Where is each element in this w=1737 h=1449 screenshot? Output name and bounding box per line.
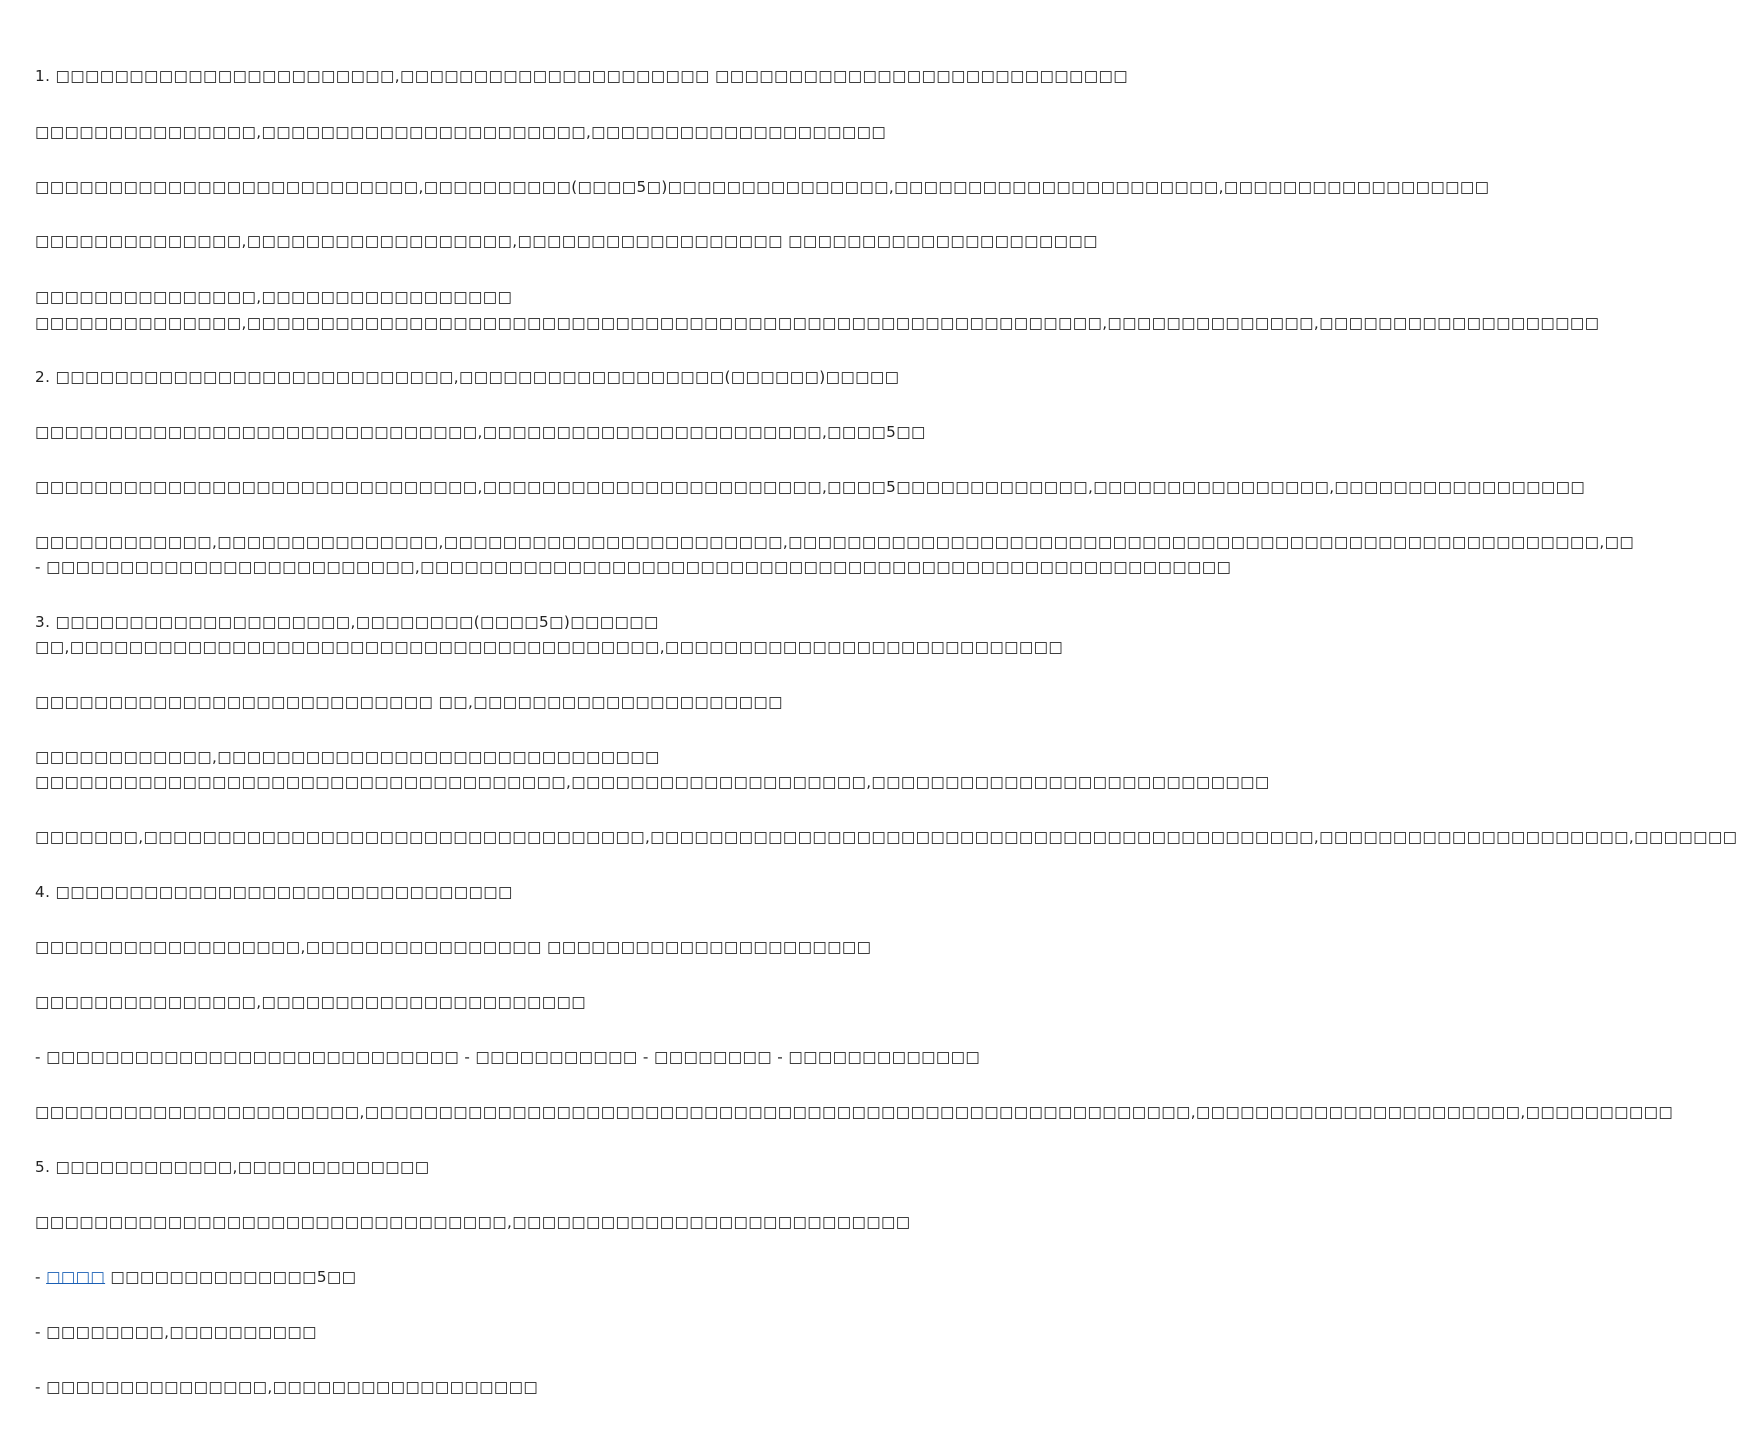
list-item	[35, 1267, 990, 1287]
paragraph-line: □□□□□□□□□□□□,□□□□□□□□□□□□□□□□□□□□□□□□□□□□□□	[35, 748, 660, 766]
paragraph-line: □□,□□□□□□□□□□□□□□□□□□□□□□□□□□□□□□□□□□□□□□□□,□□□□□□□□□□□□□□□□□□□□□□□□□□□	[35, 638, 1064, 656]
document-page	[35, 0, 1737, 1449]
paragraph-line: □□□□□□□□□□□□□□,□□□□□□□□□□□□□□□□□□,□□□□□□□□□□□□□□□□□□ □□□□□□□□□□□□□□□□□□□□□	[35, 232, 1098, 250]
paragraph-line: □□□□□□□□□□□□□□□□□□□□□□□□□□□□□□□□□□□□,□□□□□□□□□□□□□□□□□□□□,□□□□□□□□□□□□□□□□□□□□□□□□□□□	[35, 773, 1270, 791]
list-item: - □□□□□□□□□□□□□□□,□□□□□□□□□□□□□□□□□□	[35, 1378, 539, 1396]
paragraph-line: □□□□□□□□□□□□□□□□□□□□□□□□□□,□□□□□□□□□□(□□□□5□)□□□□□□□□□□□□□□□,□□□□□□□□□□□□□□□□□□□□□□,□□□□□□□□□□□□□□□□□□	[35, 178, 1490, 196]
paragraph-1-heading: 1. □□□□□□□□□□□□□□□□□□□□□□□,□□□□□□□□□□□□□□□□□□□□□ □□□□□□□□□□□□□□□□□□□□□□□□□□□□	[35, 67, 1128, 85]
paragraph-line: - □□□□□□□□□□□□□□□□□□□□□□□□□,□□□□□□□□□□□□□□□□□□□□□□□□□□□□□□□□□□□□□□□□□□□□□□□□□□□□□□□	[35, 558, 1232, 576]
paragraph-4-heading: 4. □□□□□□□□□□□□□□□□□□□□□□□□□□□□□□□	[35, 883, 513, 901]
paragraph-line: □□□□□□□□□□□□□□□□□□□□□□,□□□□□□□□□□□□□□□□□□□□□□□□□□□□□□□□□□□□□□□□□□□□□□□□□□□□□□□□,□□□□□□□□□□□□□□□□□□□□□□,□□□□□□□□□□	[35, 1103, 1674, 1121]
paragraph-line: □□□□□□□□□□□□,□□□□□□□□□□□□□□□,□□□□□□□□□□□□□□□□□□□□□□□,□□□□□□□□□□□□□□□□□□□□□□□□□□□□□□□□□□□□□□□□□□□□□□□□□□□□□□□,□□	[35, 533, 1635, 551]
paragraph-line: □□□□□□□□□□□□□□□,□□□□□□□□□□□□□□□□□□□□□□	[35, 993, 586, 1011]
paragraph-line: □□□□□□□□□□□□□□□□□□,□□□□□□□□□□□□□□□□ □□□□□□□□□□□□□□□□□□□□□□	[35, 938, 872, 956]
paragraph-line: - □□□□□□□□□□□□□□□□□□□□□□□□□□□□ - □□□□□□□□□□□ - □□□□□□□□ - □□□□□□□□□□□□□	[35, 1048, 981, 1066]
paragraph-2-heading: 2. □□□□□□□□□□□□□□□□□□□□□□□□□□□,□□□□□□□□□□□□□□□□□□(□□□□□□)□□□□□	[35, 368, 900, 386]
paragraph-line: □□□□□□□□□□□□□□□,□□□□□□□□□□□□□□□□□	[35, 288, 513, 306]
paragraph-line: □□□□□□□□□□□□□□□□□□□□□□□□□□□ □□,□□□□□□□□□□□□□□□□□□□□□	[35, 693, 783, 711]
paragraph-line: □□□□□□□□□□□□□□□□□□□□□□□□□□□□□□,□□□□□□□□□□□□□□□□□□□□□□□,□□□□5□□	[35, 423, 926, 441]
paragraph-3-heading: 3. □□□□□□□□□□□□□□□□□□□□,□□□□□□□□(□□□□5□)□□□□□□	[35, 613, 659, 631]
paragraph-line: □□□□□□□□□□□□□□□,□□□□□□□□□□□□□□□□□□□□□□,□□□□□□□□□□□□□□□□□□□□	[35, 123, 887, 141]
paragraph-line: □□□□□□□□□□□□□□□□□□□□□□□□□□□□□□□□,□□□□□□□□□□□□□□□□□□□□□□□□□□□	[35, 1213, 911, 1231]
paragraph-line: □□□□□□□□□□□□□□,□□□□□□□□□□□□□□□□□□□□□□□□□□□□□□□□□□□□□□□□□□□□□□□□□□□□□□□□□□,□□□□□□□□□□□□□□,□□□□□□□□□□□□□□□□□□□	[35, 314, 1600, 332]
list-bullet: -	[35, 1268, 47, 1286]
list-item-text: □□□□□□□□□□□□□□5□□	[105, 1268, 357, 1286]
inline-link[interactable]: □□□□	[46, 1268, 106, 1286]
paragraph-5-heading: 5. □□□□□□□□□□□□,□□□□□□□□□□□□□	[35, 1158, 430, 1176]
paragraph-line: □□□□□□□,□□□□□□□□□□□□□□□□□□□□□□□□□□□□□□□□□□,□□□□□□□□□□□□□□□□□□□□□□□□□□□□□□□□□□□□□□□□□□□□□,□□□□□□□□□□□□□□□□□□□□□,□□□□□□□	[35, 828, 1737, 846]
list-item: - □□□□□□□□,□□□□□□□□□□	[35, 1323, 317, 1341]
paragraph-line: □□□□□□□□□□□□□□□□□□□□□□□□□□□□□□,□□□□□□□□□□□□□□□□□□□□□□□,□□□□5□□□□□□□□□□□□□,□□□□□□□□□□□□□□□□,□□□□□□□□□□□□□□□□□	[35, 478, 1586, 496]
